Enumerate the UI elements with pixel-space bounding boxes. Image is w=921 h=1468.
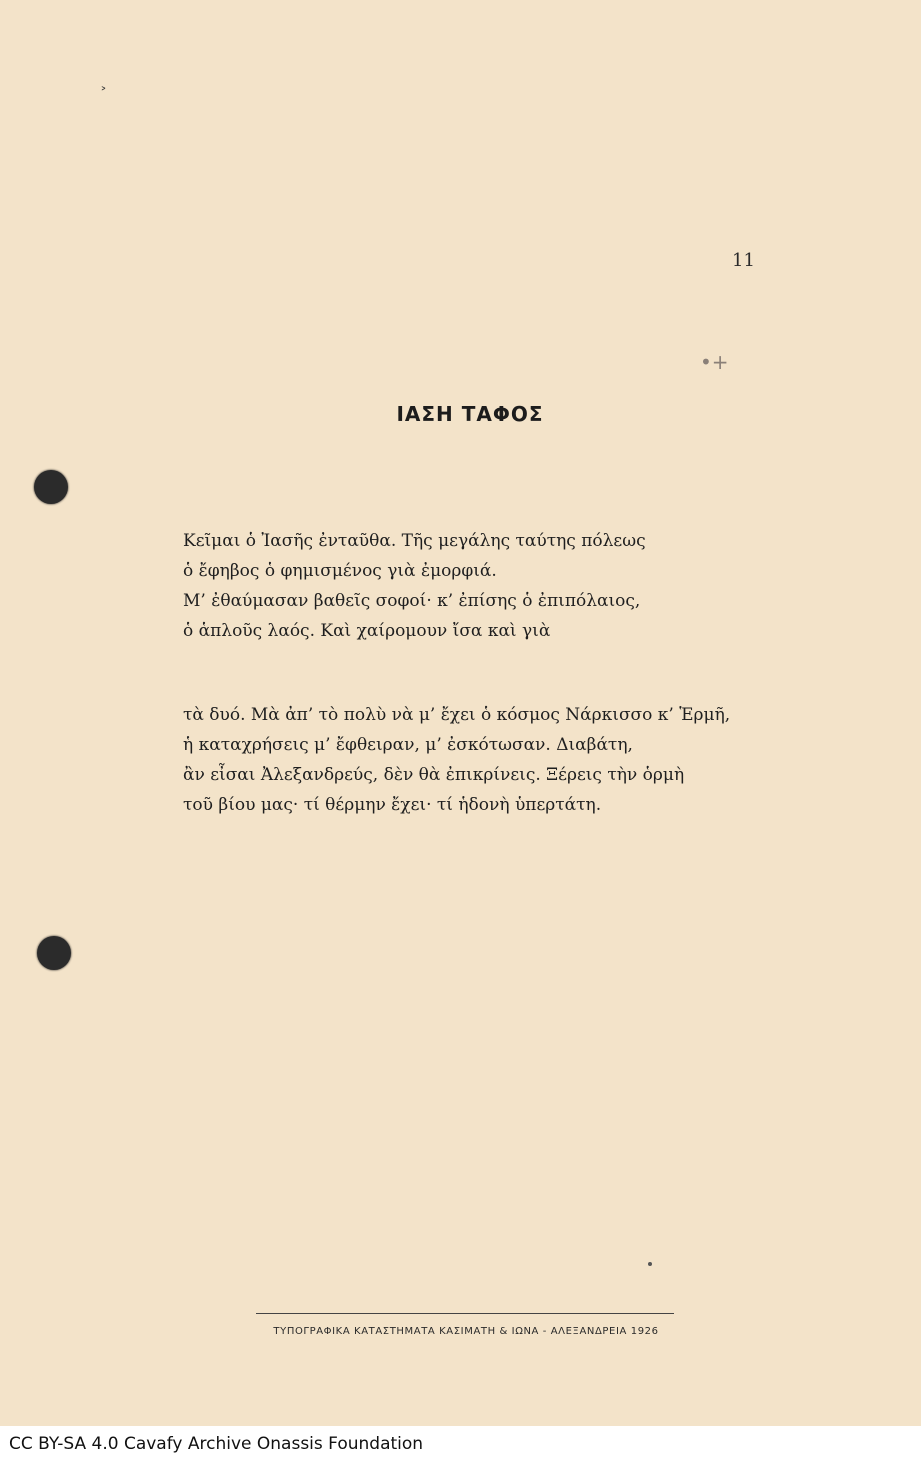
poem-line: ὁ ἔφηβος ὁ φημισμένος γιὰ ἐμορφιά. [183,561,497,581]
poem-stanza-1 [183,526,646,646]
punch-hole-top [34,470,68,504]
poem-line: Κεῖμαι ὁ Ἰασῆς ἐνταῦθα. Τῆς μεγάλης ταύτης πόλεως [183,531,646,551]
poem-line: ἡ καταχρήσεις μ’ ἔφθειραν, μ’ ἐσκότωσαν. Διαβάτη, [183,735,633,755]
printer-imprint: ΤΥΠΟΓΡΑΦΙΚΑ ΚΑΤΑΣΤΗΜΑΤΑ ΚΑΣΙΜΑΤΗ & ΙΩΝΑ - ΑΛΕΞΑΝΔΡΕΙΑ 1926 [273,1326,659,1337]
pencil-annotation-mark: •+ [700,350,729,374]
poem-line: ἂν εἶσαι Ἀλεξανδρεύς, δὲν θὰ ἐπικρίνεις. Ξέρεις τὴν ὁρμὴ [183,765,685,785]
pencil-tick-mark: ˃ [100,86,107,102]
punch-hole-bottom [37,936,71,970]
poem-title: ΙΑΣΗ ΤΑΦΟΣ [396,402,544,426]
poem-line: ὁ ἁπλοῦς λαός. Καὶ χαίρομουν ἴσα καὶ γιὰ [183,621,551,641]
license-credit: CC BY-SA 4.0 Cavafy Archive Onassis Foundation [9,1434,424,1454]
poem-line: τοῦ βίου μας· τί θέρμην ἔχει· τί ἡδονὴ ὑπερτάτη. [183,795,602,815]
page-number: 11 [732,250,755,271]
poem-line: Μ’ ἐθαύμασαν βαθεῖς σοφοί· κ’ ἐπίσης ὁ ἐπιπόλαιος, [183,591,641,611]
footer-rule [256,1313,674,1314]
ink-speck [648,1262,652,1266]
poem-stanza-2 [183,700,730,820]
poem-line: τὰ δυό. Μὰ ἀπ’ τὸ πολὺ νὰ μ’ ἔχει ὁ κόσμος Νάρκισσο κ’ Ἑρμῆ, [183,705,731,725]
